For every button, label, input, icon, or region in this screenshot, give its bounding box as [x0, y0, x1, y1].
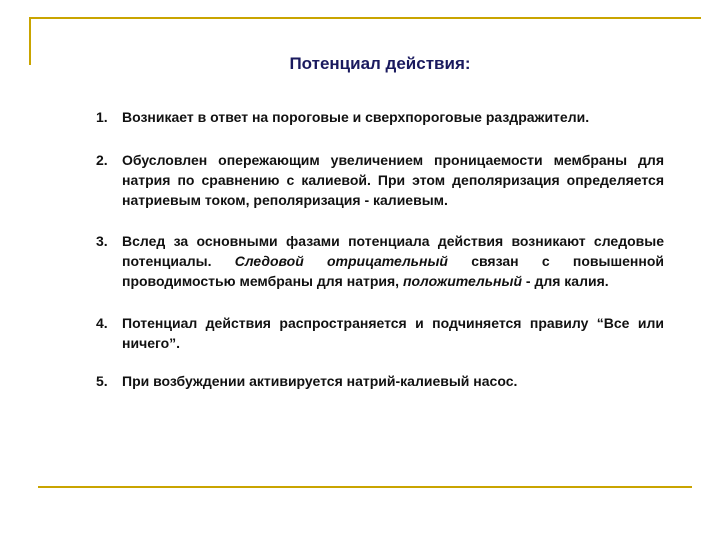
item-text: Обусловлен опережающим увеличением проницаемости мембраны для натрия по сравнению с калиевой. При этом деполяризация определяется натриевым током, реполяризация - калиевым. [122, 152, 664, 208]
item-text-part: Вслед за основными фазами потенциала действия возникают следовые потенциалы. [122, 233, 664, 269]
item-number: 2. [96, 152, 108, 168]
item-text-italic: Следовой отрицательный [234, 253, 448, 269]
item-text-part: связан с повышенной проводимостью мембраны для натрия, [122, 253, 664, 289]
item-text: При возбуждении активируется натрий-калиевый насос. [122, 373, 518, 389]
item-number: 5. [96, 373, 108, 389]
frame-top-line [29, 17, 701, 19]
item-text: Потенциал действия распространяется и подчиняется правилу “Все или ничего”. [122, 315, 664, 351]
item-number: 4. [96, 315, 108, 331]
list-item [96, 107, 664, 127]
slide-title: Потенциал действия: [289, 54, 471, 73]
points-list [96, 107, 664, 391]
item-text [122, 231, 664, 291]
frame-bottom-line [38, 486, 692, 488]
list-item [96, 371, 664, 391]
item-number: 3. [96, 233, 108, 249]
item-text-italic: положительный [402, 273, 522, 289]
item-number: 1. [96, 109, 108, 125]
list-item [96, 231, 664, 291]
item-text: Возникает в ответ на пороговые и сверхпороговые раздражители. [122, 109, 590, 125]
list-item [96, 150, 664, 210]
item-text-part: - для калия. [525, 273, 609, 289]
list-item [96, 313, 664, 353]
